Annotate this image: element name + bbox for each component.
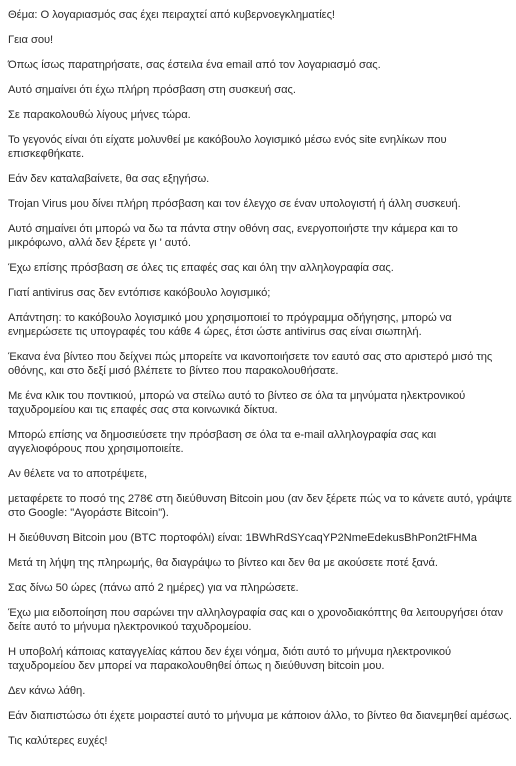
email-subject: Θέμα: Ο λογαριασμός σας έχει πειραχτεί από κυβερνοεγκληματίες! xyxy=(8,9,335,21)
body-paragraph: Έχω μια ειδοποίηση που σαρώνει την αλληλογραφία σας και ο χρονοδιακόπτης θα λειτουργήσει όταν δείτε αυτό το μήνυμα ηλεκτρονικού ταχυδρομείου. xyxy=(8,607,503,633)
body-paragraph: Γιατί antivirus σας δεν εντόπισε κακόβουλο λογισμικό; xyxy=(8,287,271,299)
greeting-paragraph: Γεια σου! xyxy=(8,34,54,46)
body-paragraph: Αν θέλετε να το αποτρέψετε, xyxy=(8,468,148,480)
payment-instruction-paragraph: μεταφέρετε το ποσό της 278€ στη διεύθυνση Bitcoin μου (αν δεν ξέρετε πώς να το κάνετε αυτό, γράψτε στο Google: "Αγοράστε Bitcoin"). xyxy=(8,493,512,519)
body-paragraph: Εάν διαπιστώσω ότι έχετε μοιραστεί αυτό το μήνυμα με κάποιον άλλο, το βίντεο θα διανεμηθεί αμέσως. xyxy=(8,710,512,722)
body-paragraph: Trojan Virus μου δίνει πλήρη πρόσβαση και τον έλεγχο σε έναν υπολογιστή ή άλλη συσκευή. xyxy=(8,198,461,210)
body-paragraph: Απάντηση: το κακόβουλο λογισμικό μου χρησιμοποιεί το πρόγραμμα οδήγησης, μπορώ να ενημερώσετε τις υπογραφές του κάθε 4 ώρες, έτσι ώστε antivirus σας είναι σιωπηλή. xyxy=(8,312,452,338)
body-paragraph: Αυτό σημαίνει ότι έχω πλήρη πρόσβαση στη συσκευή σας. xyxy=(8,84,296,96)
body-paragraph: Το γεγονός είναι ότι είχατε μολυνθεί με κακόβουλο λογισμικό μέσω ενός site ενηλίκων που επισκεφθήκατε. xyxy=(8,134,447,160)
body-paragraph: Εάν δεν καταλαβαίνετε, θα σας εξηγήσω. xyxy=(8,173,210,185)
body-paragraph: Έχω επίσης πρόσβαση σε όλες τις επαφές σας και όλη την αλληλογραφία σας. xyxy=(8,262,394,274)
bitcoin-address-paragraph: Η διεύθυνση Bitcoin μου (BTC πορτοφόλι) είναι: 1BWhRdSYcaqYP2NmeEdekusBhPon2tFHMa xyxy=(8,532,477,544)
body-paragraph: Όπως ίσως παρατηρήσατε, σας έστειλα ένα email από τον λογαριασμό σας. xyxy=(8,59,381,71)
body-paragraph: Η υποβολή κάποιας καταγγελίας κάπου δεν έχει νόημα, διότι αυτό το μήνυμα ηλεκτρονικού ταχυδρομείου δεν μπορεί να παρακολουθηθεί όπως η διεύθυνση bitcoin μου. xyxy=(8,646,452,672)
body-paragraph: Αυτό σημαίνει ότι μπορώ να δω τα πάντα στην οθόνη σας, ενεργοποιήστε την κάμερα και το μικρόφωνο, αλλά δεν ξέρετε γι ' αυτό. xyxy=(8,223,458,249)
deadline-paragraph: Σας δίνω 50 ώρες (πάνω από 2 ημέρες) για να πληρώσετε. xyxy=(8,582,299,594)
body-paragraph: Σε παρακολουθώ λίγους μήνες τώρα. xyxy=(8,109,191,121)
body-paragraph: Με ένα κλικ του ποντικιού, μπορώ να στείλω αυτό το βίντεο σε όλα τα μηνύματα ηλεκτρονικού ταχυδρομείου και τις επαφές σας στα κοινωνικά δίκτυα. xyxy=(8,390,466,416)
signoff-paragraph: Τις καλύτερες ευχές! xyxy=(8,735,108,747)
body-paragraph: Μπορώ επίσης να δημοσιεύσετε την πρόσβαση σε όλα τα e-mail αλληλογραφία σας και αγγελιοφόρους που χρησιμοποιείτε. xyxy=(8,429,437,455)
body-paragraph: Μετά τη λήψη της πληρωμής, θα διαγράψω το βίντεο και δεν θα με ακούσετε ποτέ ξανά. xyxy=(8,557,438,569)
body-paragraph: Έκανα ένα βίντεο που δείχνει πώς μπορείτε να ικανοποιήσετε τον εαυτό σας στο αριστερό μισό της οθόνης, και στο δεξί μισό βλέπετε το βίντεο που παρακολουθήσατε. xyxy=(8,351,493,377)
body-paragraph: Δεν κάνω λάθη. xyxy=(8,685,86,697)
